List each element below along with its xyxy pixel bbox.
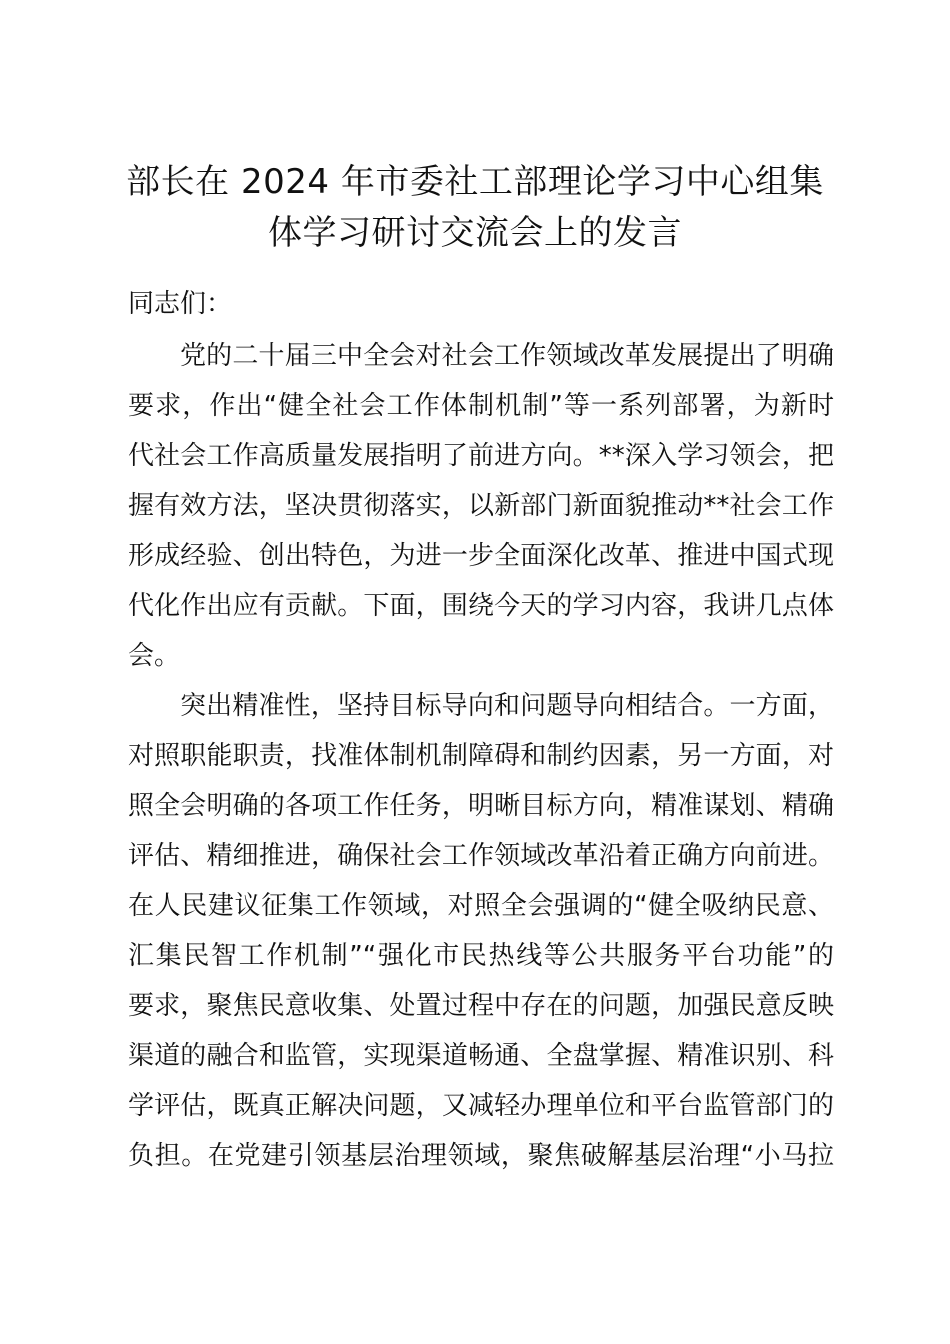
paragraph-1-line: 代社会工作高质量发展指明了前进方向。**深入学习领会，把 bbox=[128, 441, 834, 471]
paragraph-2-line: 照全会明确的各项工作任务，明晰目标方向，精准谋划、精确 bbox=[128, 791, 834, 821]
paragraph-2-line: 对照职能职责，找准体制机制障碍和制约因素，另一方面，对 bbox=[128, 741, 834, 771]
paragraph-2-line: 在人民建议征集工作领域，对照全会强调的“健全吸纳民意、 bbox=[128, 891, 834, 921]
paragraph-1-line: 要求，作出“健全社会工作体制机制”等一系列部署，为新时 bbox=[128, 391, 834, 421]
salutation: 同志们： bbox=[128, 289, 233, 319]
document-title-line-1: 部长在 2024 年市委社工部理论学习中心组集 bbox=[126, 162, 824, 202]
document-title-line-2: 体学习研讨交流会上的发言 bbox=[268, 213, 682, 253]
paragraph-2-line: 负担。在党建引领基层治理领域，聚焦破解基层治理“小马拉 bbox=[128, 1141, 834, 1171]
paragraph-2-line: 评估、精细推进，确保社会工作领域改革沿着正确方向前进。 bbox=[128, 841, 834, 871]
paragraph-1-line: 握有效方法，坚决贯彻落实，以新部门新面貌推动**社会工作 bbox=[128, 491, 834, 521]
paragraph-2-line: 渠道的融合和监管，实现渠道畅通、全盘掌握、精准识别、科 bbox=[128, 1041, 834, 1071]
paragraph-2-line: 学评估，既真正解决问题，又减轻办理单位和平台监管部门的 bbox=[128, 1091, 834, 1121]
paragraph-1-line: 形成经验、创出特色，为进一步全面深化改革、推进中国式现 bbox=[128, 541, 834, 571]
paragraph-1-line: 会。 bbox=[128, 641, 181, 671]
paragraph-2-line: 突出精准性，坚持目标导向和问题导向相结合。一方面， bbox=[180, 691, 834, 721]
paragraph-2-line: 汇集民智工作机制”“强化市民热线等公共服务平台功能”的 bbox=[128, 941, 834, 971]
paragraph-2-line: 要求，聚焦民意收集、处置过程中存在的问题，加强民意反映 bbox=[128, 991, 834, 1021]
paragraph-1-line: 代化作出应有贡献。下面，围绕今天的学习内容，我讲几点体 bbox=[128, 591, 834, 621]
paragraph-1-line: 党的二十届三中全会对社会工作领域改革发展提出了明确 bbox=[180, 341, 834, 371]
